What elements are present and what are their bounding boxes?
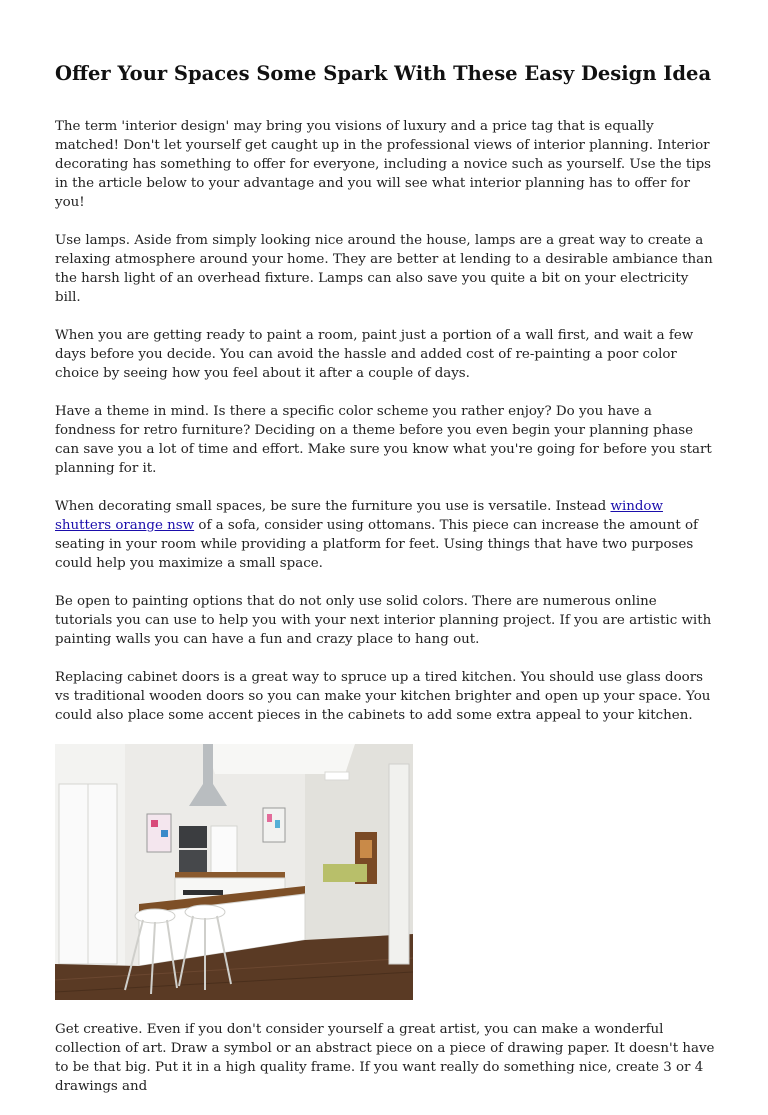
paragraph-paint: When you are getting ready to paint a room, paint just a portion of a wall first, and wait a few days before you decide. You can avoid the hassle and added cost of re-painting a poor color choice by seeing how you feel about it after a couple of days. (55, 328, 694, 381)
paragraph-intro: The term 'interior design' may bring you visions of luxury and a price tag that is equally matched! Don't let yourself get caught up in the professional views of interior planning. Interior decorating has something to offer for everyone, including a novice such as yourself. Use the tips in the article below to your advantage and you will see what interior planning has to offer for you! (55, 119, 712, 210)
paragraph-cabinet-doors: Replacing cabinet doors is a great way to spruce up a tired kitchen. You should use glass doors vs traditional wooden doors so you can make your kitchen brighter and open up your space. You could also place some accent pieces in the cabinets to add some extra appeal to your kitchen. (55, 670, 711, 723)
page-title: Offer Your Spaces Some Spark With These Easy Design Idea (55, 62, 712, 85)
document-page (55, 60, 715, 1115)
kitchen-photo (55, 744, 413, 1000)
sofa (323, 864, 367, 882)
paragraph-theme: Have a theme in mind. Is there a specific color scheme you rather enjoy? Do you have a fondness for retro furniture? Deciding on a theme before you even begin your planning phase can save you a lot of time and effort. Make sure you know what you're going for before you start planning for it. (55, 404, 712, 476)
kitchen-illustration (55, 744, 413, 1000)
paragraph-small-spaces (55, 497, 715, 573)
window-shutters-link[interactable]: window shutters orange nsw (55, 499, 663, 533)
wall-art-right (263, 808, 285, 842)
hob (183, 890, 223, 895)
paragraph-get-creative: Get creative. Even if you don't consider yourself a great artist, you can make a wonderful collection of art. Draw a symbol or an abstract piece on a piece of drawing paper. It doesn't have to be that big. Put it in a high quality frame. If you want really do something nice, create 3 or 4 drawings and (55, 1022, 715, 1094)
paragraph-text-before-link: When decorating small spaces, be sure the furniture you use is versatile. Instead (55, 499, 611, 514)
paragraph-painting-options: Be open to painting options that do not only use solid colors. There are numerous online tutorials you can use to help you with your next interior planning project. If you are artistic with painting walls you can have a fun and crazy place to hang out. (55, 594, 712, 647)
paragraph-lamps: Use lamps. Aside from simply looking nice around the house, lamps are a great way to create a relaxing atmosphere around your home. They are better at lending to a desirable ambiance than the harsh light of an overhead fixture. Lamps can also save you quite a bit on your electricity bill. (55, 233, 713, 305)
paragraph-text-after-link: of a sofa, consider using ottomans. This piece can increase the amount of seating in your room while providing a platform for feet. Using things that have two purposes could help you maximize a small space. (55, 518, 698, 571)
